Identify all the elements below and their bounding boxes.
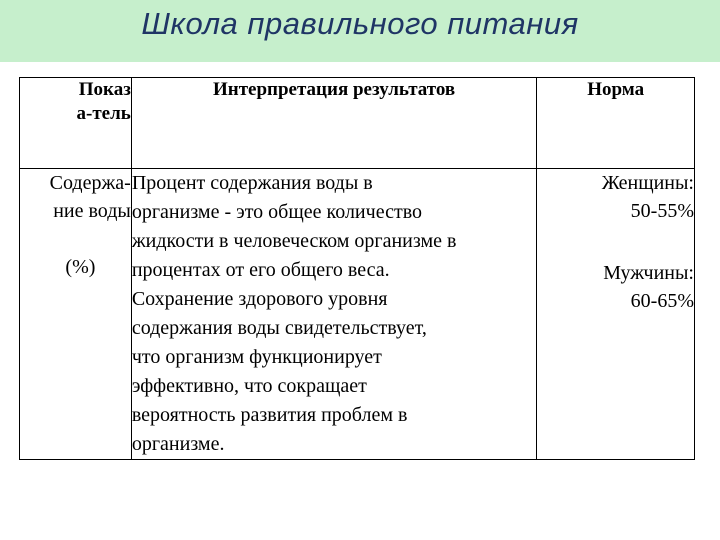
header-interpretation-label: Интерпретация результатов xyxy=(212,79,456,100)
interpretation-line: организме - это общее количество xyxy=(131,201,422,223)
norm-women xyxy=(537,169,694,225)
norm-women-value: 50-55% xyxy=(630,200,694,222)
interpretation-line: жидкости в человеческом организме в xyxy=(131,230,457,252)
norm-cell xyxy=(537,169,695,460)
page-title: Школа правильного питания xyxy=(141,6,579,41)
table-header-row xyxy=(20,78,695,169)
interpretation-line: эффективно, что сокращает xyxy=(131,375,367,397)
norm-women-label: Женщины: xyxy=(601,172,694,194)
header-norm-cell xyxy=(537,78,695,169)
norm-men-value: 60-65% xyxy=(630,290,694,312)
header-indicator-line2: а-тель xyxy=(76,103,131,124)
indicator-line1: Содержа- xyxy=(49,172,131,194)
indicator-line2: ние воды xyxy=(53,200,131,222)
norm-men xyxy=(537,259,694,315)
interpretation-line: вероятность развития проблем в xyxy=(131,404,408,426)
indicator-cell xyxy=(20,169,132,460)
results-table xyxy=(19,77,695,460)
interpretation-line: что организм функционирует xyxy=(131,346,382,368)
interpretation-line: процентах от его общего веса. xyxy=(131,259,390,281)
interpretation-line: организме. xyxy=(131,433,225,455)
interpretation-line: содержания воды свидетельствует, xyxy=(131,317,427,339)
indicator-unit: (%) xyxy=(65,256,96,278)
header-indicator-line1: Показ xyxy=(78,79,131,100)
header-norm-label: Норма xyxy=(587,79,645,100)
header-indicator-cell xyxy=(20,78,132,169)
interpretation-line: Процент содержания воды в xyxy=(131,172,373,194)
norm-men-label: Мужчины: xyxy=(603,262,694,284)
interpretation-line: Сохранение здорового уровня xyxy=(131,288,388,310)
header-interpretation-cell xyxy=(131,78,537,169)
table-row xyxy=(20,169,695,460)
interpretation-cell xyxy=(131,169,537,460)
